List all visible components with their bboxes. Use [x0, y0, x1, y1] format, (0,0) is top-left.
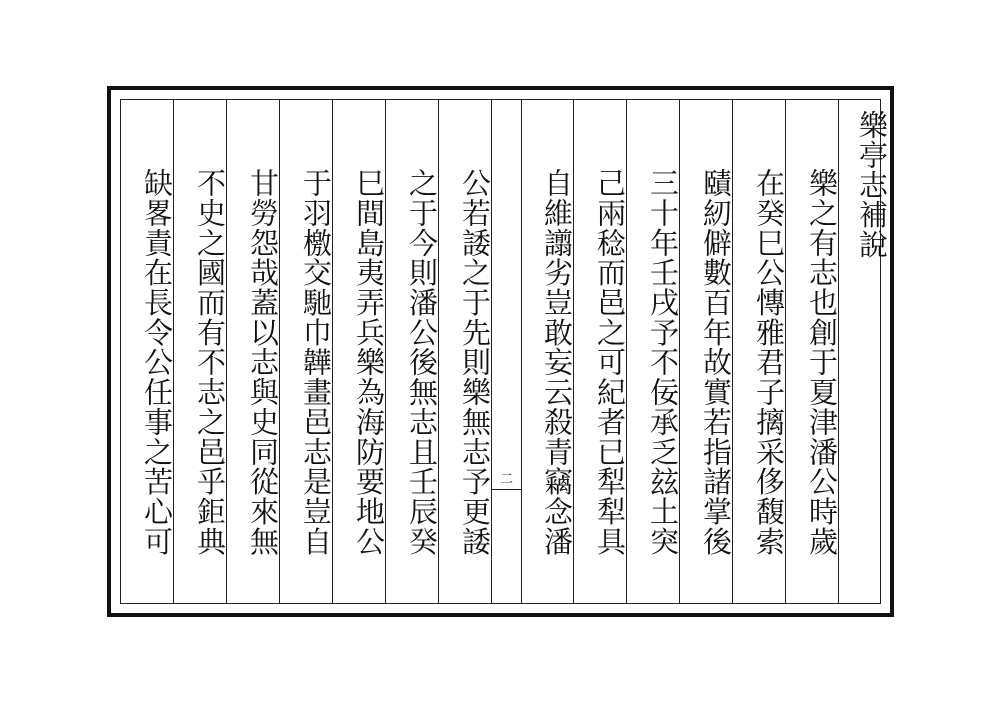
column-text: 巳間島夷弄兵樂為海防要地公	[352, 168, 386, 557]
text-column	[226, 100, 279, 603]
document-title: 樂亭志補說	[855, 110, 889, 260]
column-text: 賾紉僻數百年故實若指諸掌後	[699, 168, 733, 557]
column-text: 己兩稔而邑之可紀者已犁犁具	[593, 168, 627, 557]
title-column	[838, 100, 888, 603]
text-column	[332, 100, 385, 603]
column-text: 不史之國而有不志之邑乎鉅典	[193, 168, 227, 557]
column-text: 缺畧責在長令公任事之苦心可	[140, 168, 174, 557]
center-fold	[491, 100, 521, 603]
fold-divider	[492, 489, 521, 490]
column-text: 樂之有志也創于夏津潘公時歲	[805, 168, 839, 557]
page-frame	[107, 86, 894, 617]
column-text: 甘勞怨哉蓋以志與史同從來無	[246, 168, 280, 557]
column-text: 之于今則潘公後無志且壬辰癸	[405, 168, 439, 557]
text-grid	[120, 99, 889, 604]
text-column	[385, 100, 438, 603]
text-column	[279, 100, 332, 603]
text-column	[732, 100, 785, 603]
text-column	[173, 100, 226, 603]
text-column	[679, 100, 732, 603]
text-column	[521, 100, 573, 603]
text-column	[785, 100, 838, 603]
column-text: 自維譾劣豈敢妄云殺青竊念潘	[540, 168, 574, 557]
text-column	[573, 100, 626, 603]
text-column	[438, 100, 491, 603]
text-column	[626, 100, 679, 603]
page-number: 二	[499, 472, 513, 487]
column-text: 在癸巳公慱雅君子摛采侈馥索	[752, 168, 786, 557]
column-text: 三十年壬戌予不佞承乏玆土突	[646, 168, 680, 557]
column-text: 公若諉之于先則樂無志予更諉	[458, 168, 492, 557]
column-text: 于羽檄交馳巾韡畫邑志是豈自	[299, 168, 333, 557]
text-column	[121, 100, 173, 603]
